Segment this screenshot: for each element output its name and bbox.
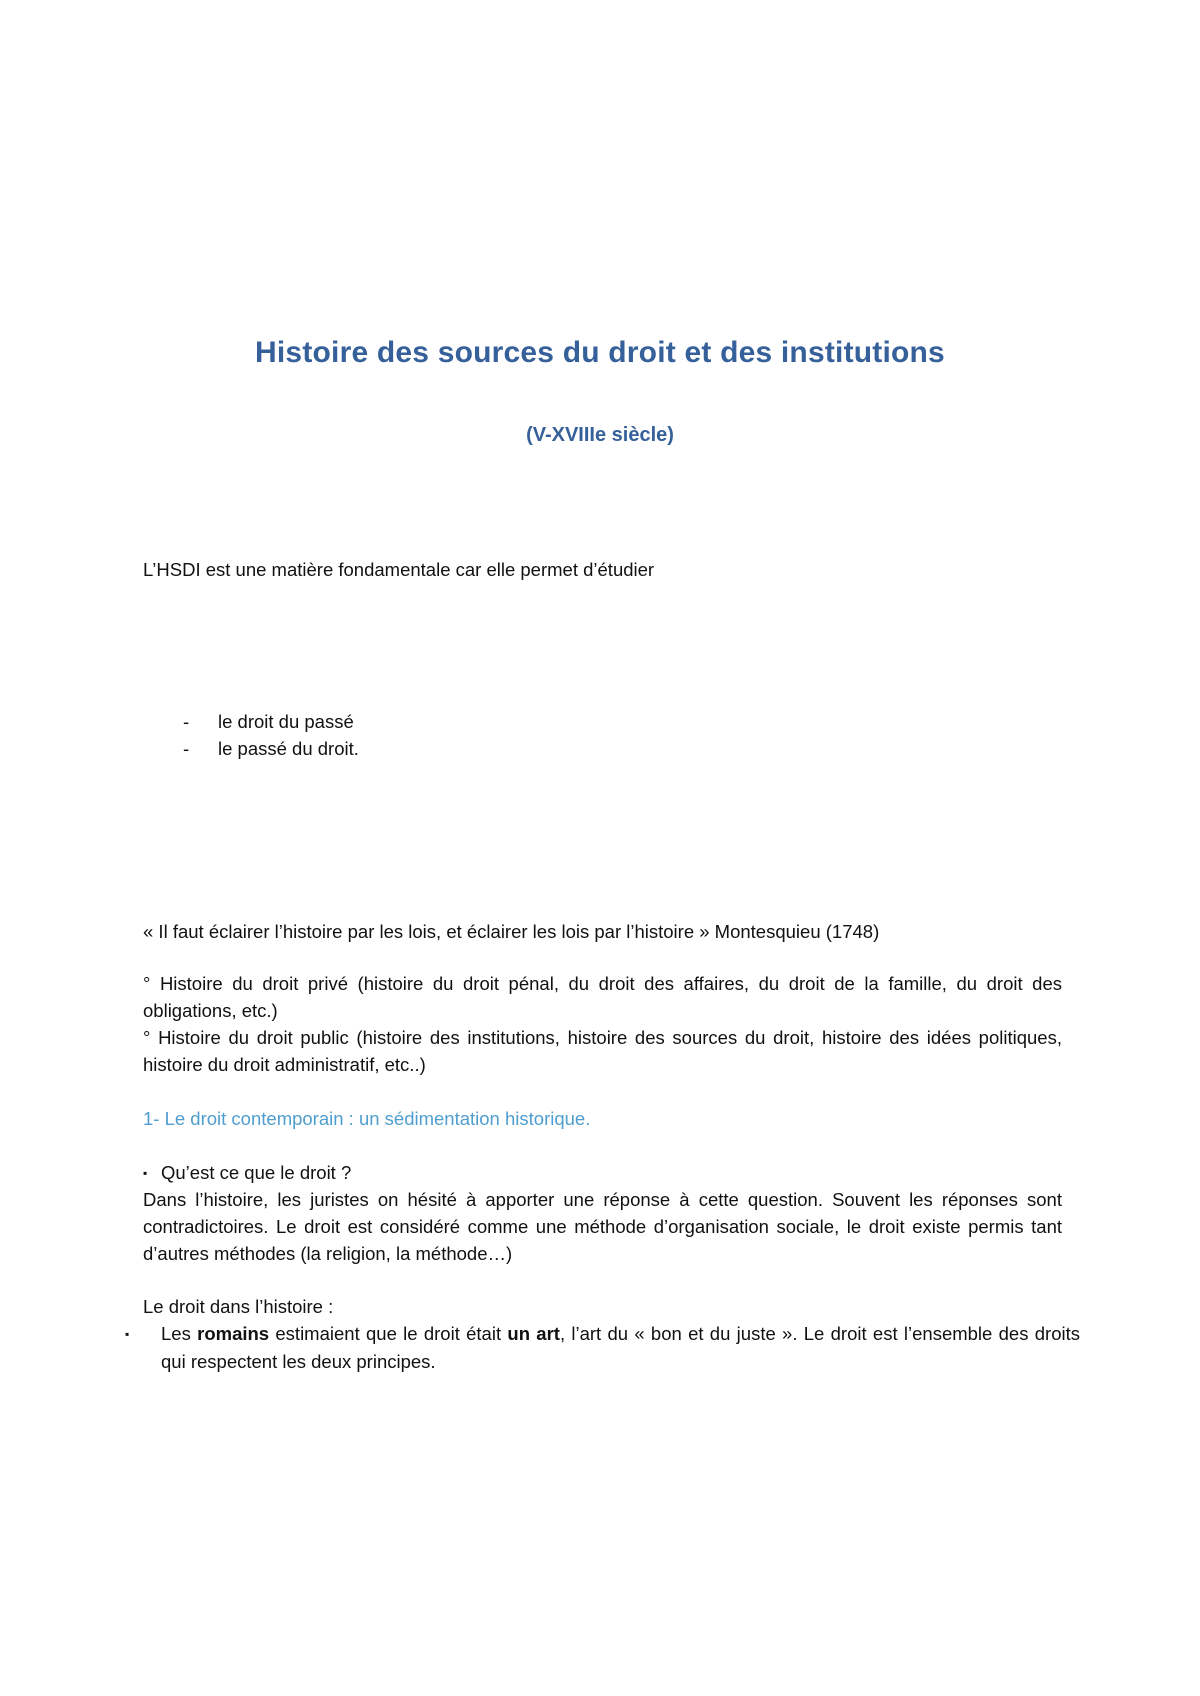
romans-bold-art: un art <box>507 1323 560 1344</box>
list-item-text: le droit du passé <box>218 711 354 732</box>
romans-text-part3: , l’art du « bon et du juste ». Le droit est l’ensemble des droits qui respectent les deux principes. <box>161 1323 1080 1372</box>
document-subtitle: (V-XVIIIe siècle) <box>526 424 674 446</box>
question-text: Qu’est ce que le droit ? <box>161 1162 352 1183</box>
private-law-paragraph: ° Histoire du droit privé (histoire du droit pénal, du droit des affaires, du droit de la famille, du droit des obligations, etc.) <box>143 973 1062 1021</box>
romans-text-part2: estimaient que le droit était <box>269 1323 508 1344</box>
dash-marker: - <box>183 711 190 732</box>
list-item <box>183 735 359 762</box>
romans-paragraph <box>125 1320 1080 1375</box>
intro-paragraph: L’HSDI est une matière fondamentale car elle permet d’étudier <box>143 559 655 580</box>
list-item-text: le passé du droit. <box>218 738 359 759</box>
dash-marker: - <box>183 738 190 759</box>
romans-text-part1: Les <box>161 1323 198 1344</box>
section-heading: 1- Le droit contemporain : un sédimentation historique. <box>143 1108 591 1129</box>
public-law-paragraph: ° Histoire du droit public (histoire des institutions, histoire des sources du droit, histoire des idées politiques, histoire du droit administratif, etc..) <box>143 1027 1062 1075</box>
list-item <box>183 708 359 735</box>
document-title: Histoire des sources du droit et des institutions <box>255 336 945 369</box>
answer-paragraph: Dans l’histoire, les juristes on hésité à apporter une réponse à cette question. Souvent les réponses sont contradictoires. Le droit est considéré comme une méthode d’organisation sociale, le droit existe permis tant d’autres méthodes (la religion, la méthode…) <box>143 1189 1062 1264</box>
question-line <box>143 1159 1062 1187</box>
history-label: Le droit dans l’histoire : <box>143 1296 334 1317</box>
dash-list <box>183 708 359 762</box>
bullet-icon: ▪ <box>143 1166 148 1180</box>
romans-bold-romains: romains <box>197 1323 270 1344</box>
montesquieu-quote: « Il faut éclairer l’histoire par les lois, et éclairer les lois par l’histoire » Montesquieu (1748) <box>143 921 880 942</box>
bullet-icon: ▪ <box>125 1327 130 1341</box>
